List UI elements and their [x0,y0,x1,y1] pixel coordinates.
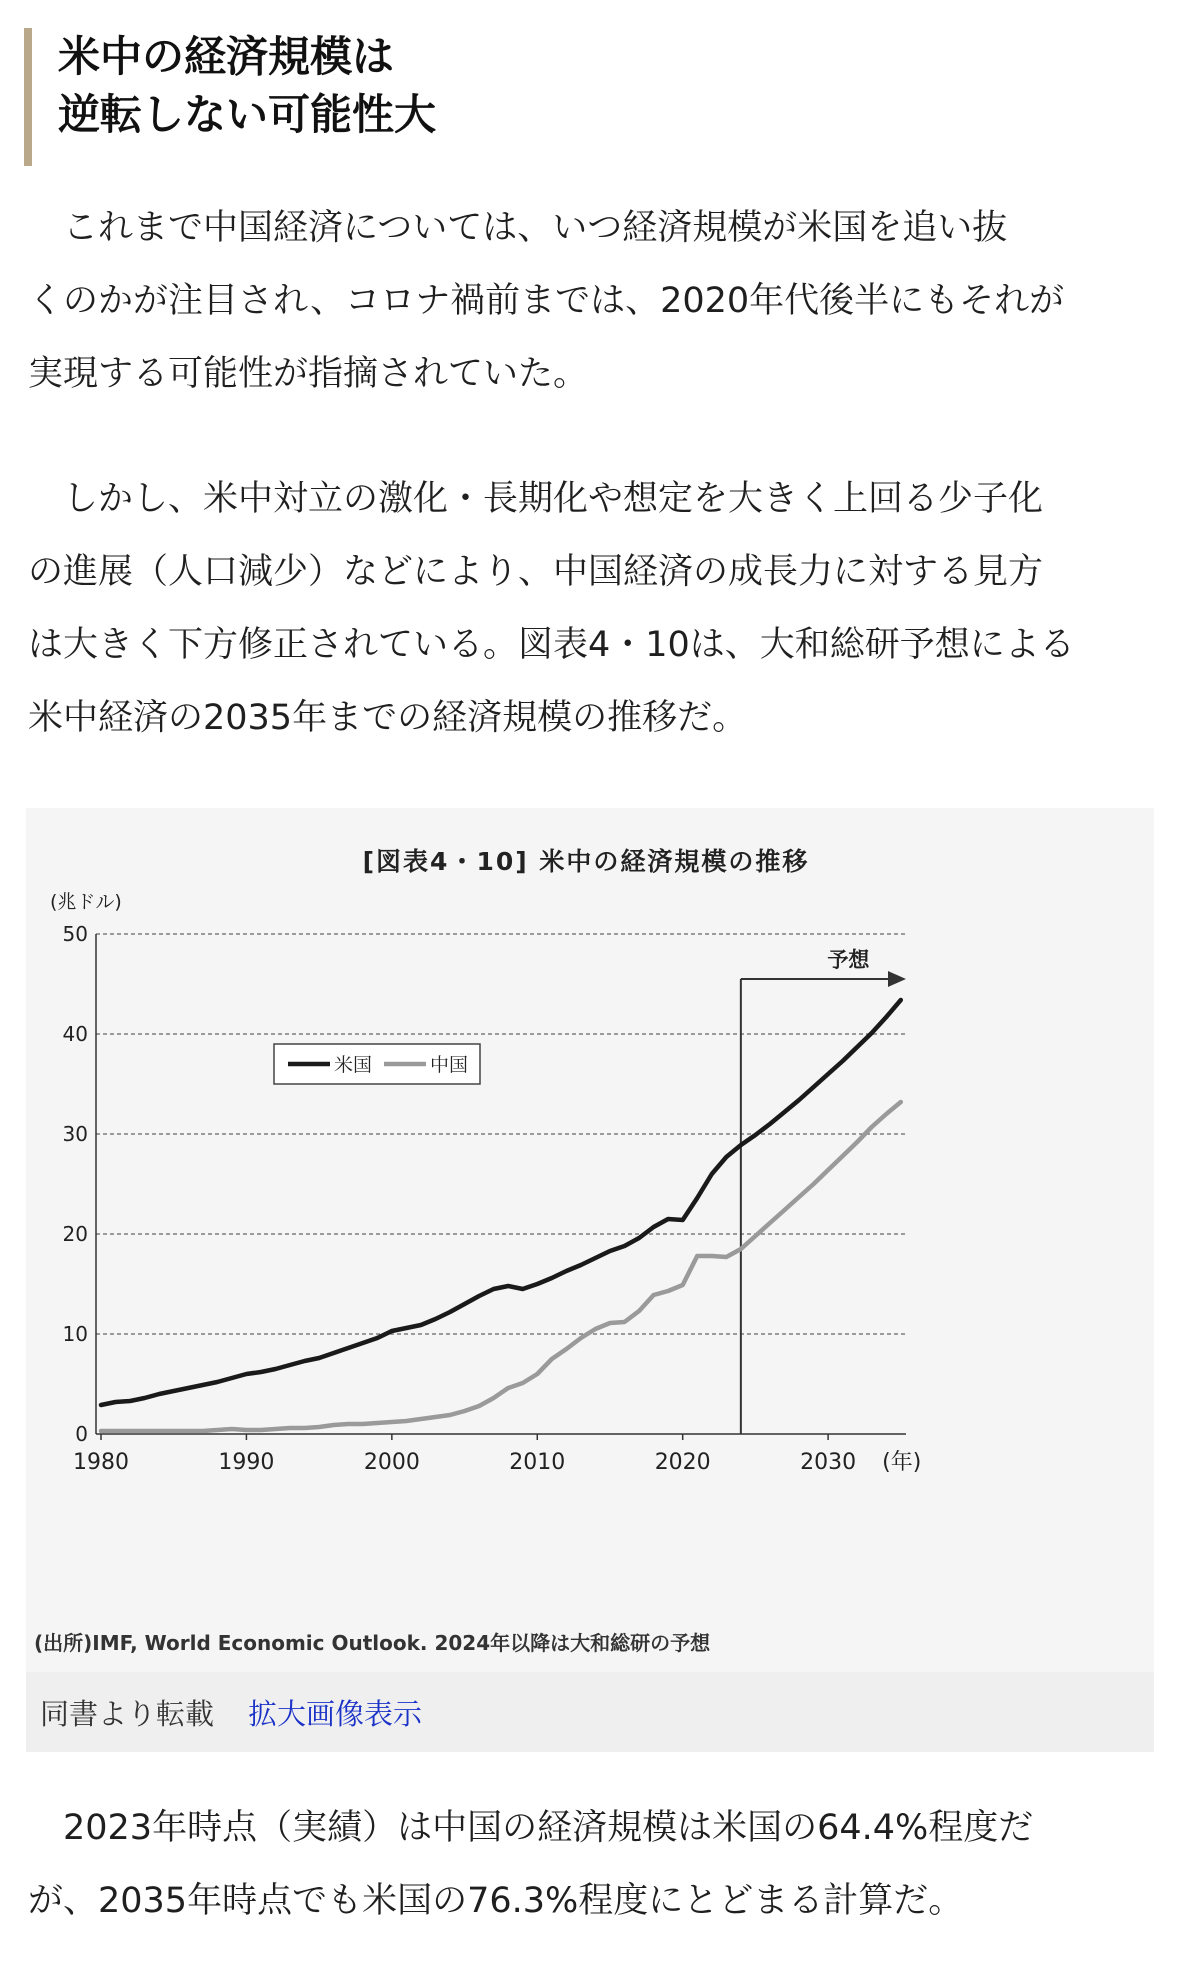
paragraph-line: 2023年時点（実績）は中国の経済規模は米国の64.4%程度だ [28,1808,1034,1848]
y-tick-label: 30 [62,1122,88,1146]
x-axis-unit-label: (年) [882,1450,922,1475]
paragraph-analysis [28,463,1153,755]
chart-title: [図表4・10] 米中の経済規模の推移 [362,847,810,876]
x-tick-label: 1990 [218,1450,275,1475]
figure-caption-bar [26,1672,1154,1752]
y-tick-label: 50 [62,922,88,946]
credit-text: 同書より転載 [40,1697,215,1731]
paragraph-line: の進展（人口減少）などにより、中国経済の成長力に対する見方 [28,552,1044,592]
paragraph-line: が、2035年時点でも米国の76.3%程度にとどまる計算だ。 [28,1881,964,1921]
paragraph-line: 実現する可能性が指摘されていた。 [28,354,589,394]
series-lines [101,1000,901,1431]
x-tick-label: 1980 [73,1450,129,1475]
x-tick-label: 2000 [363,1450,420,1475]
paragraph-line: は大きく下方修正されている。図表4・10は、大和総研予想による [28,625,1075,665]
legend-label-us: 米国 [334,1054,373,1076]
paragraph-line: これまで中国経済については、いつ経済規模が米国を追い抜 [28,208,1008,248]
y-tick-label: 0 [75,1422,88,1446]
heading-line-2: 逆転しない可能性大 [58,90,437,139]
paragraph-intro [28,192,1153,411]
axes [63,922,922,1475]
source-note: (出所)IMF, World Economic Outlook. 2024年以降は大和総研の予想 [34,1631,711,1655]
legend-label-china: 中国 [430,1054,469,1076]
series-line-us [101,1000,901,1405]
paragraph-conclusion [28,1792,1153,1938]
heading-line-1: 米中の経済規模は [58,32,395,81]
legend [274,1044,480,1084]
paragraph-line: 米中経済の2035年までの経済規模の推移だ。 [28,698,748,738]
paragraph-line: くのかが注目され、コロナ禍前までは、2020年代後半にもそれが [28,281,1065,321]
section-heading [24,28,1144,166]
x-tick-label: 2010 [509,1450,566,1475]
y-tick-label: 40 [62,1022,88,1046]
y-axis-unit-label: (兆ドル) [50,891,122,913]
x-tick-label: 2030 [800,1450,857,1475]
chart-figure [26,808,1154,1752]
y-tick-label: 10 [62,1322,88,1346]
y-tick-label: 20 [62,1222,88,1246]
forecast-label: 予想 [827,948,870,972]
paragraph-line: しかし、米中対立の激化・長期化や想定を大きく上回る少子化 [28,479,1044,519]
x-tick-label: 2020 [654,1450,711,1475]
gridlines [96,934,906,1334]
enlarge-image-link[interactable]: 拡大画像表示 [248,1697,423,1731]
line-chart [26,808,1154,1672]
forecast-arrow-head [888,971,906,987]
